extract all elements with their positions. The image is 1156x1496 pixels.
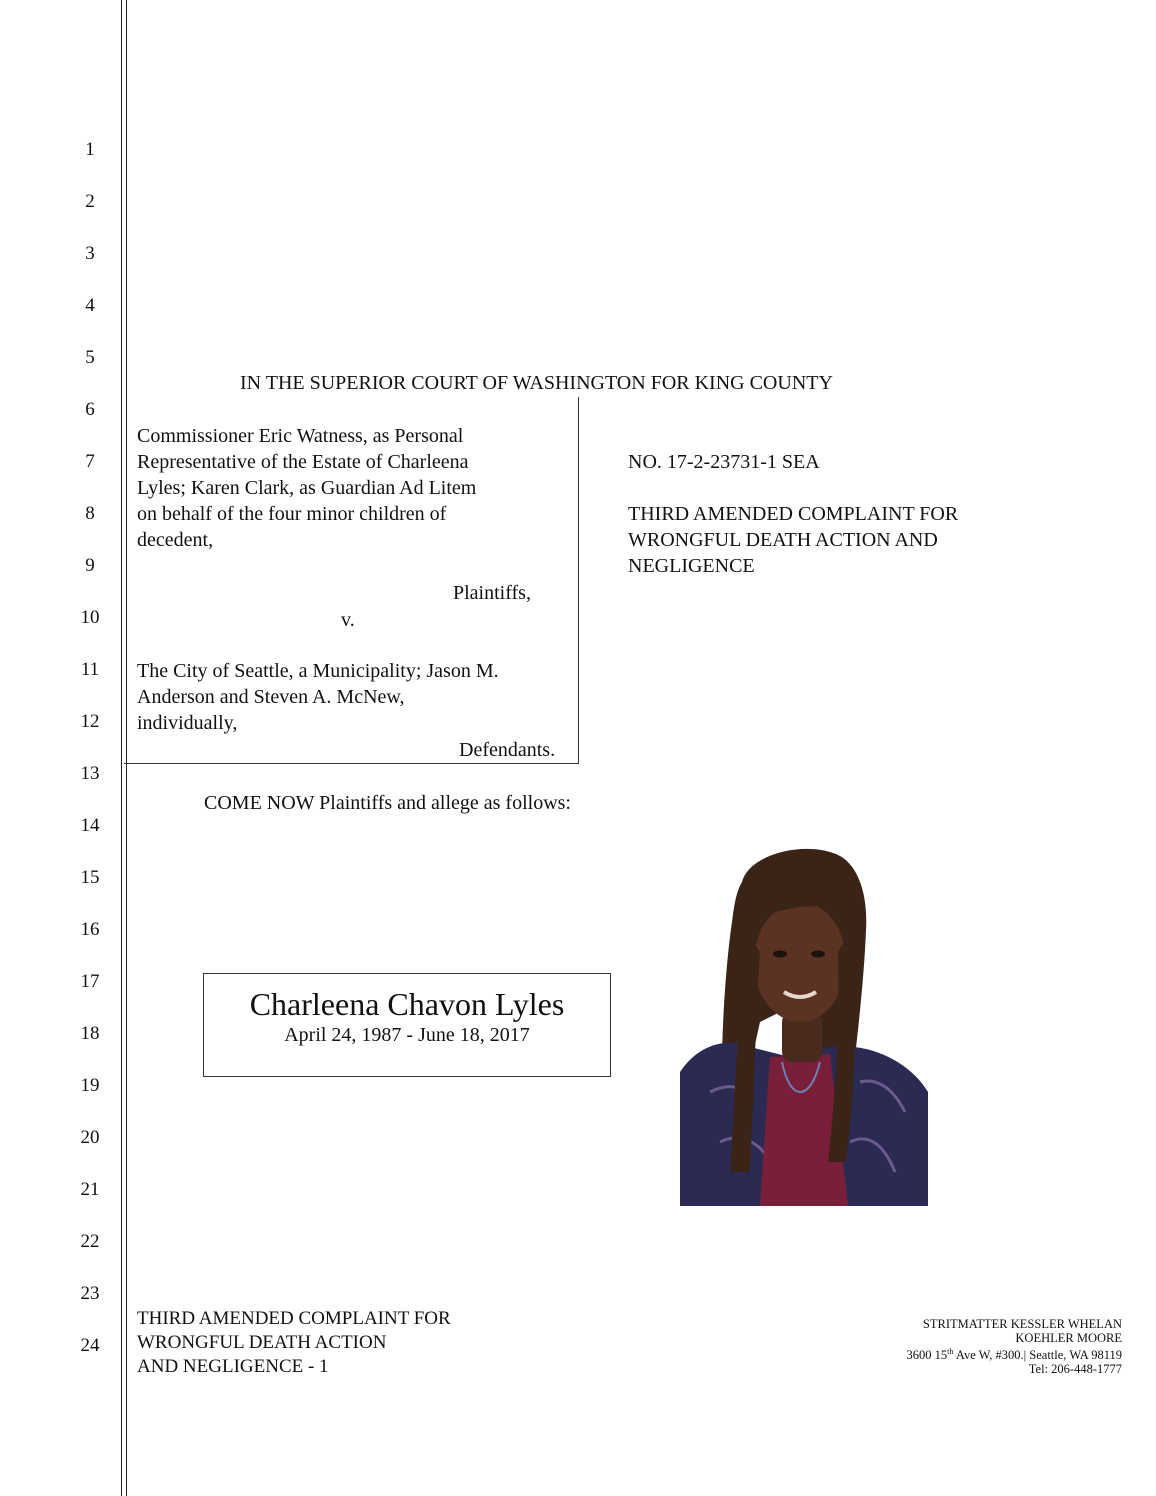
line-number: 5 [85,347,95,368]
document-title-line: WRONGFUL DEATH ACTION AND [628,529,938,551]
document-title-line: THIRD AMENDED COMPLAINT FOR [628,503,959,525]
plaintiffs-line: decedent, [137,529,214,551]
pleading-rule-left [121,0,122,1496]
line-number: 11 [80,659,100,680]
memorial-dates: April 24, 1987 - June 18, 2017 [284,1024,530,1046]
line-number: 2 [85,191,95,212]
line-number: 10 [80,607,100,628]
plaintiffs-line: on behalf of the four minor children of [137,503,447,525]
plaintiffs-line: Commissioner Eric Watness, as Personal [137,425,464,447]
decedent-portrait-photo [680,842,928,1206]
plaintiffs-line: Lyles; Karen Clark, as Guardian Ad Litem [137,477,477,499]
intro-paragraph: COME NOW Plaintiffs and allege as follows: [204,792,571,814]
line-number: 9 [85,555,95,576]
plaintiffs-label: Plaintiffs, [453,582,531,604]
line-number: 19 [80,1075,100,1096]
line-number: 1 [85,139,95,160]
line-number: 12 [80,711,100,732]
line-number: 7 [85,451,95,472]
line-number: 20 [80,1127,100,1148]
line-number: 16 [80,919,100,940]
memorial-name: Charleena Chavon Lyles [249,986,565,1022]
plaintiffs-line: Representative of the Estate of Charleena [137,451,469,473]
line-number: 14 [80,815,100,836]
line-number: 17 [80,971,100,992]
defendants-label: Defendants. [459,739,556,761]
caption-rule-extension [124,763,138,764]
case-number: NO. 17-2-23731-1 SEA [628,451,820,473]
line-number: 15 [80,867,100,888]
memorial-box [203,973,611,1077]
document-title-line: NEGLIGENCE [628,555,755,577]
line-number: 6 [85,399,95,420]
line-number: 8 [85,503,95,524]
versus-label: v. [341,609,355,631]
law-firm-block [907,1318,1122,1376]
line-number: 13 [80,763,100,784]
footer-title-line: WRONGFUL DEATH ACTION [137,1332,387,1353]
defendants-line: Anderson and Steven A. McNew, [137,686,405,708]
line-number: 21 [80,1179,100,1200]
address-ordinal: th [947,1347,954,1356]
line-number: 23 [80,1283,100,1304]
defendants-line: individually, [137,712,238,734]
line-number: 18 [80,1023,100,1044]
line-number: 22 [80,1231,100,1252]
firm-name-line: STRITMATTER KESSLER WHELAN [922,1317,1122,1331]
address-number: 3600 15 [906,1348,948,1363]
court-heading: IN THE SUPERIOR COURT OF WASHINGTON FOR KING COUNTY [240,372,833,394]
firm-address [907,1345,1122,1363]
line-number: 4 [85,295,95,316]
firm-phone: Tel: 206-448-1777 [1028,1361,1122,1376]
address-street: Ave W, #300.| Seattle, WA 98119 [953,1348,1122,1363]
line-number: 3 [85,243,95,264]
pleading-rule-right [126,0,127,1496]
footer-title-line: AND NEGLIGENCE - 1 [137,1356,329,1377]
defendants-line: The City of Seattle, a Municipality; Jason M. [137,660,499,682]
footer-title-line: THIRD AMENDED COMPLAINT FOR [137,1308,451,1329]
firm-name-line: KOEHLER MOORE [1015,1330,1122,1345]
line-number: 24 [80,1335,100,1356]
